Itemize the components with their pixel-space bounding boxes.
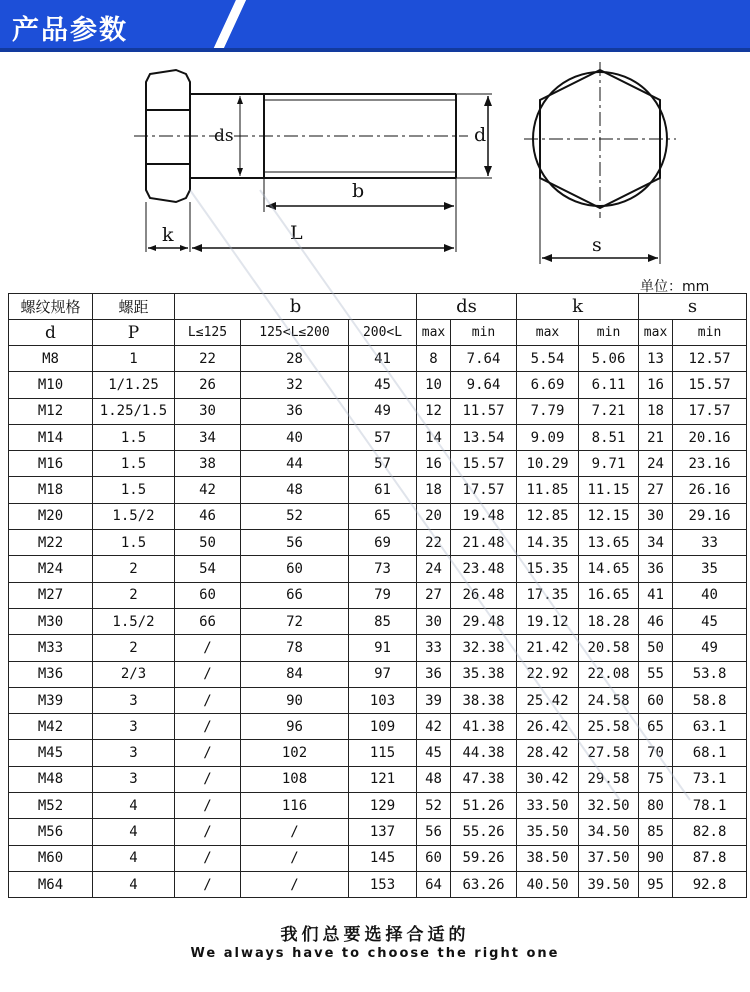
cell-k-min: 13.65 (579, 530, 639, 556)
cell-b-gt200: 45 (349, 372, 417, 398)
cell-b-gt200: 153 (349, 871, 417, 897)
subheader-b1: L≤125 (175, 320, 241, 346)
cell-b-le125: 30 (175, 398, 241, 424)
cell-k-min: 9.71 (579, 451, 639, 477)
subheader-ds-max: max (417, 320, 451, 346)
cell-b-125-200: 56 (241, 530, 349, 556)
cell-s-max: 41 (639, 582, 673, 608)
cell-thread-spec: M36 (9, 661, 93, 687)
cell-thread-spec: M14 (9, 424, 93, 450)
cell-thread-spec: M27 (9, 582, 93, 608)
cell-b-125-200: 60 (241, 556, 349, 582)
cell-k-max: 9.09 (517, 424, 579, 450)
header-ds: ds (417, 294, 517, 320)
table-row (9, 346, 747, 372)
header-b: b (175, 294, 417, 320)
cell-pitch: 3 (93, 740, 175, 766)
cell-b-le125: / (175, 714, 241, 740)
cell-ds-max: 56 (417, 819, 451, 845)
cell-k-min: 18.28 (579, 608, 639, 634)
cell-s-min: 15.57 (673, 372, 747, 398)
cell-pitch: 3 (93, 687, 175, 713)
cell-pitch: 3 (93, 714, 175, 740)
table-row (9, 503, 747, 529)
table-row (9, 608, 747, 634)
cell-s-max: 18 (639, 398, 673, 424)
cell-thread-spec: M39 (9, 687, 93, 713)
cell-s-max: 60 (639, 687, 673, 713)
cell-s-min: 33 (673, 530, 747, 556)
cell-thread-spec: M30 (9, 608, 93, 634)
cell-b-le125: / (175, 661, 241, 687)
cell-b-125-200: 116 (241, 793, 349, 819)
cell-k-min: 11.15 (579, 477, 639, 503)
cell-s-max: 46 (639, 608, 673, 634)
cell-ds-max: 16 (417, 451, 451, 477)
cell-k-max: 19.12 (517, 608, 579, 634)
cell-k-min: 22.08 (579, 661, 639, 687)
cell-ds-min: 17.57 (451, 477, 517, 503)
cell-b-gt200: 97 (349, 661, 417, 687)
cell-s-min: 58.8 (673, 687, 747, 713)
cell-b-125-200: 52 (241, 503, 349, 529)
cell-thread-spec: M18 (9, 477, 93, 503)
cell-b-le125: / (175, 635, 241, 661)
cell-pitch: 1.5/2 (93, 503, 175, 529)
cell-s-min: 35 (673, 556, 747, 582)
cell-b-125-200: 90 (241, 687, 349, 713)
cell-ds-max: 22 (417, 530, 451, 556)
cell-b-gt200: 91 (349, 635, 417, 661)
cell-k-min: 8.51 (579, 424, 639, 450)
cell-thread-spec: M64 (9, 871, 93, 897)
table-row (9, 451, 747, 477)
cell-b-125-200: 108 (241, 766, 349, 792)
cell-k-min: 25.58 (579, 714, 639, 740)
cell-s-max: 27 (639, 477, 673, 503)
cell-b-gt200: 85 (349, 608, 417, 634)
table-row (9, 530, 747, 556)
cell-thread-spec: M48 (9, 766, 93, 792)
cell-pitch: 2 (93, 556, 175, 582)
cell-ds-max: 45 (417, 740, 451, 766)
cell-ds-min: 59.26 (451, 845, 517, 871)
cell-thread-spec: M10 (9, 372, 93, 398)
slogan-chinese: 我们总要选择合适的 (280, 925, 470, 945)
unit-label: 单位：mm (640, 279, 710, 295)
cell-b-le125: 38 (175, 451, 241, 477)
label-d: d (474, 124, 487, 146)
table-header-row-2 (9, 320, 747, 346)
cell-b-125-200: 66 (241, 582, 349, 608)
cell-thread-spec: M52 (9, 793, 93, 819)
cell-ds-min: 15.57 (451, 451, 517, 477)
cell-b-le125: 22 (175, 346, 241, 372)
cell-ds-min: 23.48 (451, 556, 517, 582)
cell-pitch: 2 (93, 635, 175, 661)
cell-s-max: 16 (639, 372, 673, 398)
cell-b-le125: 34 (175, 424, 241, 450)
subheader-k-max: max (517, 320, 579, 346)
cell-thread-spec: M20 (9, 503, 93, 529)
label-ds: ds (214, 126, 234, 146)
cell-k-max: 30.42 (517, 766, 579, 792)
table-row (9, 793, 747, 819)
cell-b-125-200: 28 (241, 346, 349, 372)
cell-k-min: 6.11 (579, 372, 639, 398)
cell-ds-min: 44.38 (451, 740, 517, 766)
cell-s-min: 23.16 (673, 451, 747, 477)
cell-b-125-200: / (241, 845, 349, 871)
cell-k-min: 34.50 (579, 819, 639, 845)
subheader-b2: 125<L≤200 (241, 320, 349, 346)
cell-pitch: 4 (93, 819, 175, 845)
cell-k-min: 39.50 (579, 871, 639, 897)
cell-ds-min: 26.48 (451, 582, 517, 608)
cell-b-125-200: 84 (241, 661, 349, 687)
cell-b-125-200: / (241, 819, 349, 845)
cell-k-max: 14.35 (517, 530, 579, 556)
table-row (9, 714, 747, 740)
cell-b-125-200: 72 (241, 608, 349, 634)
cell-k-min: 12.15 (579, 503, 639, 529)
cell-ds-min: 11.57 (451, 398, 517, 424)
cell-thread-spec: M24 (9, 556, 93, 582)
cell-k-max: 26.42 (517, 714, 579, 740)
cell-k-max: 7.79 (517, 398, 579, 424)
cell-k-min: 5.06 (579, 346, 639, 372)
cell-b-125-200: 40 (241, 424, 349, 450)
cell-k-min: 32.50 (579, 793, 639, 819)
cell-ds-max: 20 (417, 503, 451, 529)
table-row (9, 766, 747, 792)
cell-ds-max: 24 (417, 556, 451, 582)
cell-b-le125: / (175, 845, 241, 871)
cell-k-max: 25.42 (517, 687, 579, 713)
cell-b-le125: 54 (175, 556, 241, 582)
cell-pitch: 4 (93, 845, 175, 871)
cell-pitch: 2 (93, 582, 175, 608)
cell-k-min: 16.65 (579, 582, 639, 608)
cell-k-max: 12.85 (517, 503, 579, 529)
subheader-s-min: min (673, 320, 747, 346)
cell-ds-max: 60 (417, 845, 451, 871)
cell-b-125-200: 32 (241, 372, 349, 398)
cell-b-le125: 50 (175, 530, 241, 556)
cell-thread-spec: M16 (9, 451, 93, 477)
cell-b-125-200: 48 (241, 477, 349, 503)
cell-k-max: 38.50 (517, 845, 579, 871)
cell-b-le125: 46 (175, 503, 241, 529)
cell-s-min: 92.8 (673, 871, 747, 897)
cell-k-min: 27.58 (579, 740, 639, 766)
table-row (9, 556, 747, 582)
cell-ds-min: 63.26 (451, 871, 517, 897)
cell-s-min: 78.1 (673, 793, 747, 819)
cell-k-max: 35.50 (517, 819, 579, 845)
cell-s-max: 75 (639, 766, 673, 792)
cell-s-min: 87.8 (673, 845, 747, 871)
cell-s-min: 68.1 (673, 740, 747, 766)
table-row (9, 661, 747, 687)
cell-ds-max: 8 (417, 346, 451, 372)
cell-thread-spec: M60 (9, 845, 93, 871)
cell-ds-max: 64 (417, 871, 451, 897)
table-row (9, 424, 747, 450)
cell-b-le125: / (175, 740, 241, 766)
cell-ds-min: 55.26 (451, 819, 517, 845)
cell-k-min: 24.58 (579, 687, 639, 713)
cell-s-max: 55 (639, 661, 673, 687)
table-row (9, 477, 747, 503)
cell-b-125-200: 102 (241, 740, 349, 766)
header-s: s (639, 294, 747, 320)
label-k: k (162, 224, 174, 246)
cell-s-max: 30 (639, 503, 673, 529)
bolt-drawing (0, 52, 750, 292)
table-row (9, 687, 747, 713)
cell-b-le125: 66 (175, 608, 241, 634)
cell-s-min: 40 (673, 582, 747, 608)
cell-b-gt200: 145 (349, 845, 417, 871)
cell-ds-max: 12 (417, 398, 451, 424)
table-row (9, 819, 747, 845)
cell-b-gt200: 69 (349, 530, 417, 556)
subheader-k-min: min (579, 320, 639, 346)
cell-k-max: 17.35 (517, 582, 579, 608)
cell-b-le125: / (175, 819, 241, 845)
cell-b-125-200: 96 (241, 714, 349, 740)
cell-s-max: 24 (639, 451, 673, 477)
cell-pitch: 1 (93, 346, 175, 372)
cell-b-gt200: 57 (349, 451, 417, 477)
label-L: L (290, 222, 303, 244)
cell-b-gt200: 109 (349, 714, 417, 740)
cell-pitch: 1.25/1.5 (93, 398, 175, 424)
cell-pitch: 2/3 (93, 661, 175, 687)
cell-k-min: 7.21 (579, 398, 639, 424)
cell-k-min: 37.50 (579, 845, 639, 871)
cell-thread-spec: M22 (9, 530, 93, 556)
cell-s-min: 45 (673, 608, 747, 634)
cell-s-max: 36 (639, 556, 673, 582)
cell-k-min: 14.65 (579, 556, 639, 582)
cell-b-le125: 26 (175, 372, 241, 398)
cell-k-min: 20.58 (579, 635, 639, 661)
cell-ds-min: 47.38 (451, 766, 517, 792)
cell-s-max: 65 (639, 714, 673, 740)
cell-k-max: 5.54 (517, 346, 579, 372)
cell-ds-min: 35.38 (451, 661, 517, 687)
cell-s-max: 50 (639, 635, 673, 661)
cell-b-le125: / (175, 687, 241, 713)
cell-s-max: 85 (639, 819, 673, 845)
cell-b-gt200: 61 (349, 477, 417, 503)
cell-ds-max: 48 (417, 766, 451, 792)
cell-b-le125: 42 (175, 477, 241, 503)
cell-s-min: 73.1 (673, 766, 747, 792)
cell-b-gt200: 115 (349, 740, 417, 766)
cell-thread-spec: M8 (9, 346, 93, 372)
parameter-table (8, 293, 747, 898)
cell-thread-spec: M56 (9, 819, 93, 845)
cell-ds-min: 29.48 (451, 608, 517, 634)
table-row (9, 398, 747, 424)
cell-pitch: 3 (93, 766, 175, 792)
cell-pitch: 1.5 (93, 451, 175, 477)
cell-b-gt200: 137 (349, 819, 417, 845)
cell-b-le125: / (175, 871, 241, 897)
cell-pitch: 4 (93, 793, 175, 819)
bolt-drawing-svg (0, 52, 750, 292)
subheader-p: P (93, 320, 175, 346)
cell-b-gt200: 103 (349, 687, 417, 713)
cell-s-max: 21 (639, 424, 673, 450)
table-row (9, 845, 747, 871)
cell-s-min: 53.8 (673, 661, 747, 687)
cell-pitch: 1/1.25 (93, 372, 175, 398)
slogan-english: We always have to choose the right one (190, 946, 560, 961)
cell-ds-max: 18 (417, 477, 451, 503)
header-pitch: 螺距 (93, 294, 175, 320)
cell-ds-max: 42 (417, 714, 451, 740)
cell-ds-min: 9.64 (451, 372, 517, 398)
cell-b-le125: / (175, 766, 241, 792)
cell-b-125-200: 78 (241, 635, 349, 661)
cell-s-max: 90 (639, 845, 673, 871)
cell-ds-max: 30 (417, 608, 451, 634)
page-title: 产品参数 (12, 15, 128, 46)
cell-k-max: 11.85 (517, 477, 579, 503)
header-k: k (517, 294, 639, 320)
cell-pitch: 4 (93, 871, 175, 897)
cell-thread-spec: M12 (9, 398, 93, 424)
cell-ds-min: 51.26 (451, 793, 517, 819)
label-b: b (352, 180, 365, 202)
table-row (9, 871, 747, 897)
cell-ds-min: 7.64 (451, 346, 517, 372)
cell-ds-min: 32.38 (451, 635, 517, 661)
cell-s-min: 49 (673, 635, 747, 661)
header-banner (0, 0, 750, 52)
cell-ds-max: 39 (417, 687, 451, 713)
cell-k-max: 28.42 (517, 740, 579, 766)
cell-s-min: 17.57 (673, 398, 747, 424)
cell-ds-min: 38.38 (451, 687, 517, 713)
cell-s-max: 13 (639, 346, 673, 372)
table-header-row-1 (9, 294, 747, 320)
cell-ds-min: 13.54 (451, 424, 517, 450)
cell-b-gt200: 65 (349, 503, 417, 529)
cell-k-max: 33.50 (517, 793, 579, 819)
table-row (9, 635, 747, 661)
cell-s-max: 34 (639, 530, 673, 556)
cell-ds-min: 21.48 (451, 530, 517, 556)
cell-b-gt200: 49 (349, 398, 417, 424)
cell-s-min: 20.16 (673, 424, 747, 450)
cell-b-gt200: 121 (349, 766, 417, 792)
cell-s-max: 80 (639, 793, 673, 819)
cell-b-125-200: / (241, 871, 349, 897)
label-s: s (592, 234, 602, 256)
cell-ds-max: 36 (417, 661, 451, 687)
cell-s-min: 12.57 (673, 346, 747, 372)
cell-k-max: 6.69 (517, 372, 579, 398)
cell-thread-spec: M45 (9, 740, 93, 766)
subheader-b3: 200<L (349, 320, 417, 346)
cell-s-max: 70 (639, 740, 673, 766)
cell-k-max: 15.35 (517, 556, 579, 582)
cell-s-min: 63.1 (673, 714, 747, 740)
cell-b-gt200: 129 (349, 793, 417, 819)
cell-pitch: 1.5 (93, 530, 175, 556)
cell-s-min: 26.16 (673, 477, 747, 503)
cell-pitch: 1.5 (93, 477, 175, 503)
subheader-s-max: max (639, 320, 673, 346)
cell-k-max: 22.92 (517, 661, 579, 687)
table-row (9, 582, 747, 608)
cell-ds-max: 27 (417, 582, 451, 608)
cell-b-gt200: 79 (349, 582, 417, 608)
cell-s-min: 82.8 (673, 819, 747, 845)
cell-ds-min: 19.48 (451, 503, 517, 529)
cell-b-125-200: 44 (241, 451, 349, 477)
cell-k-max: 21.42 (517, 635, 579, 661)
cell-ds-max: 52 (417, 793, 451, 819)
cell-pitch: 1.5/2 (93, 608, 175, 634)
cell-thread-spec: M33 (9, 635, 93, 661)
cell-s-max: 95 (639, 871, 673, 897)
cell-ds-min: 41.38 (451, 714, 517, 740)
cell-k-min: 29.58 (579, 766, 639, 792)
cell-s-min: 29.16 (673, 503, 747, 529)
table-row (9, 372, 747, 398)
subheader-ds-min: min (451, 320, 517, 346)
table-row (9, 740, 747, 766)
cell-k-max: 40.50 (517, 871, 579, 897)
cell-b-le125: 60 (175, 582, 241, 608)
cell-ds-max: 33 (417, 635, 451, 661)
table-body (9, 346, 747, 898)
header-thread-spec: 螺纹规格 (9, 294, 93, 320)
cell-b-le125: / (175, 793, 241, 819)
cell-b-gt200: 57 (349, 424, 417, 450)
cell-b-125-200: 36 (241, 398, 349, 424)
cell-thread-spec: M42 (9, 714, 93, 740)
subheader-d: d (9, 320, 93, 346)
cell-b-gt200: 73 (349, 556, 417, 582)
cell-b-gt200: 41 (349, 346, 417, 372)
cell-ds-max: 10 (417, 372, 451, 398)
cell-k-max: 10.29 (517, 451, 579, 477)
cell-ds-max: 14 (417, 424, 451, 450)
cell-pitch: 1.5 (93, 424, 175, 450)
